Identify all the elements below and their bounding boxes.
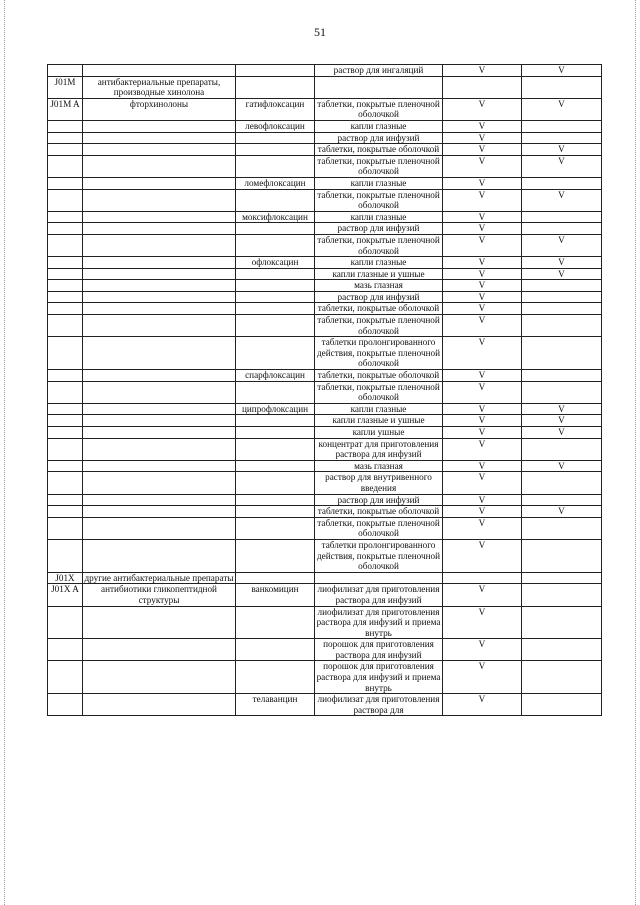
mark-column-6-cell bbox=[522, 381, 602, 403]
dosage-form-cell: таблетки, покрытые пленочной оболочкой bbox=[315, 98, 443, 120]
table-row bbox=[48, 472, 602, 494]
table-row bbox=[48, 494, 602, 506]
atc-code-cell bbox=[48, 403, 83, 415]
drug-name-cell bbox=[236, 144, 315, 156]
mark-column-5-cell: V bbox=[443, 403, 522, 415]
mark-column-5-cell: V bbox=[443, 584, 522, 606]
atc-code-cell: J01M A bbox=[48, 98, 83, 120]
drug-name-cell bbox=[236, 427, 315, 439]
drug-name-cell: моксифлоксацин bbox=[236, 211, 315, 223]
mark-column-5-cell: V bbox=[443, 370, 522, 382]
dosage-form-cell: раствор для ингаляций bbox=[315, 65, 443, 77]
group-name-cell bbox=[83, 268, 236, 280]
mark-column-6-cell: V bbox=[522, 234, 602, 256]
mark-column-6-cell bbox=[522, 661, 602, 694]
group-name-cell bbox=[83, 120, 236, 132]
drug-name-cell bbox=[236, 337, 315, 370]
group-name-cell bbox=[83, 315, 236, 337]
mark-column-5-cell: V bbox=[443, 415, 522, 427]
table-row bbox=[48, 315, 602, 337]
drug-name-cell bbox=[236, 280, 315, 292]
mark-column-5-cell: V bbox=[443, 234, 522, 256]
dosage-form-cell: капли глазные и ушные bbox=[315, 268, 443, 280]
table-row bbox=[48, 415, 602, 427]
group-name-cell bbox=[83, 189, 236, 211]
group-name-cell bbox=[83, 155, 236, 177]
group-name-cell bbox=[83, 303, 236, 315]
table-row bbox=[48, 211, 602, 223]
drug-name-cell bbox=[236, 303, 315, 315]
mark-column-5-cell: V bbox=[443, 661, 522, 694]
dosage-form-cell: таблетки, покрытые пленочной оболочкой bbox=[315, 315, 443, 337]
dosage-form-cell: капли ушные bbox=[315, 427, 443, 439]
group-name-cell bbox=[83, 223, 236, 235]
mark-column-6-cell bbox=[522, 280, 602, 292]
mark-column-6-cell: V bbox=[522, 506, 602, 518]
mark-column-6-cell bbox=[522, 291, 602, 303]
mark-column-5-cell: V bbox=[443, 506, 522, 518]
mark-column-5-cell: V bbox=[443, 268, 522, 280]
mark-column-5-cell: V bbox=[443, 438, 522, 460]
mark-column-5-cell: V bbox=[443, 223, 522, 235]
drug-name-cell: гатифлоксацин bbox=[236, 98, 315, 120]
mark-column-5-cell: V bbox=[443, 211, 522, 223]
mark-column-6-cell: V bbox=[522, 460, 602, 472]
mark-column-6-cell bbox=[522, 370, 602, 382]
atc-code-cell bbox=[48, 381, 83, 403]
mark-column-6-cell: V bbox=[522, 189, 602, 211]
mark-column-5-cell: V bbox=[443, 189, 522, 211]
dosage-form-cell: капли глазные bbox=[315, 211, 443, 223]
dosage-form-cell: таблетки, покрытые пленочной оболочкой bbox=[315, 234, 443, 256]
dosage-form-cell: таблетки пролонгированного действия, покрытые пленочной оболочкой bbox=[315, 337, 443, 370]
atc-code-cell bbox=[48, 606, 83, 639]
mark-column-5-cell: V bbox=[443, 144, 522, 156]
drug-name-cell bbox=[236, 155, 315, 177]
drug-name-cell bbox=[236, 661, 315, 694]
table-row bbox=[48, 223, 602, 235]
drug-name-cell bbox=[236, 517, 315, 539]
table-row bbox=[48, 572, 602, 584]
dosage-form-cell: раствор для инфузий bbox=[315, 132, 443, 144]
mark-column-6-cell bbox=[522, 303, 602, 315]
drug-name-cell bbox=[236, 381, 315, 403]
table-row bbox=[48, 98, 602, 120]
mark-column-5-cell: V bbox=[443, 120, 522, 132]
atc-code-cell bbox=[48, 280, 83, 292]
atc-code-cell bbox=[48, 661, 83, 694]
mark-column-5-cell: V bbox=[443, 337, 522, 370]
drug-name-cell: офлоксацин bbox=[236, 257, 315, 269]
mark-column-5-cell: V bbox=[443, 98, 522, 120]
group-name-cell: фторхинолоны bbox=[83, 98, 236, 120]
group-name-cell: антибактериальные препараты, производные хинолона bbox=[83, 76, 236, 98]
table-row bbox=[48, 639, 602, 661]
dosage-form-cell: лиофилизат для приготовления раствора для инфузий и приема внутрь bbox=[315, 606, 443, 639]
dosage-form-cell: мазь глазная bbox=[315, 460, 443, 472]
atc-code-cell bbox=[48, 315, 83, 337]
drug-table bbox=[47, 64, 602, 716]
mark-column-6-cell bbox=[522, 120, 602, 132]
group-name-cell bbox=[83, 427, 236, 439]
table-row bbox=[48, 606, 602, 639]
dosage-form-cell: капли глазные bbox=[315, 257, 443, 269]
group-name-cell bbox=[83, 506, 236, 518]
mark-column-6-cell bbox=[522, 132, 602, 144]
mark-column-6-cell bbox=[522, 438, 602, 460]
atc-code-cell bbox=[48, 494, 83, 506]
scan-right-edge bbox=[635, 0, 636, 905]
drug-name-cell: телаванцин bbox=[236, 694, 315, 716]
atc-code-cell bbox=[48, 120, 83, 132]
dosage-form-cell: таблетки, покрытые оболочкой bbox=[315, 303, 443, 315]
drug-name-cell: спарфлоксацин bbox=[236, 370, 315, 382]
table-row bbox=[48, 506, 602, 518]
atc-code-cell: J01X A bbox=[48, 584, 83, 606]
dosage-form-cell: раствор для инфузий bbox=[315, 291, 443, 303]
table-row bbox=[48, 584, 602, 606]
table-row bbox=[48, 280, 602, 292]
group-name-cell: антибиотики гликопептидной структуры bbox=[83, 584, 236, 606]
atc-code-cell bbox=[48, 415, 83, 427]
mark-column-6-cell bbox=[522, 572, 602, 584]
table-row bbox=[48, 517, 602, 539]
atc-code-cell bbox=[48, 539, 83, 572]
mark-column-5-cell: V bbox=[443, 517, 522, 539]
table-row bbox=[48, 189, 602, 211]
group-name-cell bbox=[83, 517, 236, 539]
group-name-cell bbox=[83, 661, 236, 694]
atc-code-cell bbox=[48, 337, 83, 370]
dosage-form-cell: таблетки, покрытые пленочной оболочкой bbox=[315, 155, 443, 177]
drug-name-cell: ломефлоксацин bbox=[236, 177, 315, 189]
table-row bbox=[48, 291, 602, 303]
dosage-form-cell: раствор для инфузий bbox=[315, 223, 443, 235]
scan-left-edge bbox=[4, 0, 5, 905]
group-name-cell bbox=[83, 280, 236, 292]
drug-name-cell bbox=[236, 268, 315, 280]
drug-name-cell bbox=[236, 291, 315, 303]
atc-code-cell bbox=[48, 268, 83, 280]
dosage-form-cell: таблетки пролонгированного действия, покрытые пленочной оболочкой bbox=[315, 539, 443, 572]
drug-name-cell bbox=[236, 639, 315, 661]
drug-name-cell bbox=[236, 572, 315, 584]
dosage-form-cell: раствор для инфузий bbox=[315, 494, 443, 506]
table-row bbox=[48, 268, 602, 280]
dosage-form-cell: капли глазные и ушные bbox=[315, 415, 443, 427]
table-row bbox=[48, 155, 602, 177]
atc-code-cell bbox=[48, 303, 83, 315]
drug-name-cell: ципрофлоксацин bbox=[236, 403, 315, 415]
dosage-form-cell: таблетки, покрытые оболочкой bbox=[315, 144, 443, 156]
mark-column-6-cell: V bbox=[522, 403, 602, 415]
table-row bbox=[48, 234, 602, 256]
mark-column-6-cell bbox=[522, 539, 602, 572]
table-row bbox=[48, 65, 602, 77]
dosage-form-cell bbox=[315, 76, 443, 98]
drug-name-cell bbox=[236, 506, 315, 518]
mark-column-5-cell: V bbox=[443, 427, 522, 439]
atc-code-cell bbox=[48, 177, 83, 189]
mark-column-5-cell: V bbox=[443, 381, 522, 403]
mark-column-5-cell: V bbox=[443, 177, 522, 189]
group-name-cell bbox=[83, 438, 236, 460]
table-row bbox=[48, 694, 602, 716]
mark-column-6-cell: V bbox=[522, 257, 602, 269]
drug-name-cell bbox=[236, 472, 315, 494]
table-row bbox=[48, 144, 602, 156]
table-row bbox=[48, 370, 602, 382]
drug-name-cell bbox=[236, 438, 315, 460]
dosage-form-cell: таблетки, покрытые оболочкой bbox=[315, 506, 443, 518]
mark-column-5-cell: V bbox=[443, 539, 522, 572]
atc-code-cell bbox=[48, 472, 83, 494]
drug-name-cell bbox=[236, 223, 315, 235]
drug-name-cell: ванкомицин bbox=[236, 584, 315, 606]
drug-name-cell bbox=[236, 460, 315, 472]
mark-column-5-cell: V bbox=[443, 694, 522, 716]
group-name-cell bbox=[83, 370, 236, 382]
table-row bbox=[48, 303, 602, 315]
mark-column-6-cell: V bbox=[522, 155, 602, 177]
group-name-cell bbox=[83, 415, 236, 427]
mark-column-5-cell: V bbox=[443, 257, 522, 269]
atc-code-cell bbox=[48, 438, 83, 460]
atc-code-cell bbox=[48, 132, 83, 144]
group-name-cell: другие антибактериальные препараты bbox=[84, 572, 234, 583]
mark-column-6-cell bbox=[522, 211, 602, 223]
drug-name-cell bbox=[236, 494, 315, 506]
mark-column-6-cell: V bbox=[522, 415, 602, 427]
dosage-form-cell: мазь глазная bbox=[315, 280, 443, 292]
group-name-cell bbox=[83, 65, 236, 77]
group-name-cell bbox=[83, 403, 236, 415]
dosage-form-cell: таблетки, покрытые пленочной оболочкой bbox=[315, 381, 443, 403]
mark-column-6-cell bbox=[522, 472, 602, 494]
atc-code-cell: J01M bbox=[48, 76, 83, 98]
mark-column-6-cell bbox=[522, 223, 602, 235]
group-name-cell bbox=[83, 337, 236, 370]
group-name-cell bbox=[83, 234, 236, 256]
mark-column-6-cell: V bbox=[522, 144, 602, 156]
dosage-form-cell: лиофилизат для приготовления раствора для инфузий bbox=[315, 584, 443, 606]
atc-code-cell bbox=[48, 155, 83, 177]
mark-column-6-cell bbox=[522, 584, 602, 606]
atc-code-cell bbox=[48, 189, 83, 211]
mark-column-5-cell: V bbox=[443, 155, 522, 177]
atc-code-cell bbox=[48, 427, 83, 439]
drug-name-cell bbox=[236, 234, 315, 256]
mark-column-6-cell bbox=[522, 517, 602, 539]
dosage-form-cell: таблетки, покрытые оболочкой bbox=[315, 370, 443, 382]
mark-column-6-cell bbox=[522, 337, 602, 370]
drug-name-cell bbox=[236, 539, 315, 572]
atc-code-cell bbox=[48, 211, 83, 223]
dosage-form-cell: порошок для приготовления раствора для инфузий bbox=[315, 639, 443, 661]
mark-column-5-cell: V bbox=[443, 132, 522, 144]
mark-column-5-cell bbox=[443, 572, 522, 584]
group-name-cell bbox=[83, 291, 236, 303]
dosage-form-cell: лиофилизат для приготовления раствора для bbox=[315, 694, 443, 716]
dosage-form-cell: таблетки, покрытые пленочной оболочкой bbox=[315, 189, 443, 211]
table-row bbox=[48, 132, 602, 144]
mark-column-6-cell: V bbox=[522, 98, 602, 120]
group-name-cell bbox=[83, 494, 236, 506]
table-row bbox=[48, 177, 602, 189]
atc-code-cell bbox=[48, 257, 83, 269]
table-row bbox=[48, 120, 602, 132]
drug-name-cell bbox=[236, 189, 315, 211]
atc-code-cell bbox=[48, 694, 83, 716]
drug-name-cell: левофлоксацин bbox=[236, 120, 315, 132]
group-name-cell bbox=[83, 539, 236, 572]
mark-column-5-cell: V bbox=[443, 472, 522, 494]
mark-column-6-cell: V bbox=[522, 268, 602, 280]
dosage-form-cell: концентрат для приготовления раствора для инфузий bbox=[315, 438, 443, 460]
group-name-cell bbox=[83, 606, 236, 639]
mark-column-5-cell: V bbox=[443, 65, 522, 77]
group-name-cell bbox=[83, 694, 236, 716]
table-row bbox=[48, 661, 602, 694]
mark-column-5-cell: V bbox=[443, 291, 522, 303]
dosage-form-cell: порошок для приготовления раствора для инфузий и приема внутрь bbox=[315, 661, 443, 694]
atc-code-cell bbox=[48, 517, 83, 539]
mark-column-5-cell: V bbox=[443, 639, 522, 661]
mark-column-6-cell bbox=[522, 639, 602, 661]
drug-name-cell bbox=[236, 606, 315, 639]
drug-name-cell bbox=[236, 76, 315, 98]
group-name-cell bbox=[83, 132, 236, 144]
table-row bbox=[48, 257, 602, 269]
group-name-cell bbox=[83, 381, 236, 403]
group-name-cell bbox=[83, 460, 236, 472]
mark-column-6-cell: V bbox=[522, 427, 602, 439]
mark-column-6-cell bbox=[522, 494, 602, 506]
mark-column-5-cell: V bbox=[443, 606, 522, 639]
mark-column-5-cell: V bbox=[443, 494, 522, 506]
group-name-cell bbox=[83, 472, 236, 494]
atc-code-cell bbox=[48, 291, 83, 303]
table-row bbox=[48, 539, 602, 572]
drug-name-cell bbox=[236, 415, 315, 427]
dosage-form-cell: раствор для внутривенного введения bbox=[315, 472, 443, 494]
atc-code-cell bbox=[48, 460, 83, 472]
drug-table-body bbox=[48, 65, 602, 716]
drug-name-cell bbox=[236, 315, 315, 337]
mark-column-6-cell bbox=[522, 694, 602, 716]
mark-column-5-cell: V bbox=[443, 280, 522, 292]
dosage-form-cell bbox=[315, 572, 443, 584]
atc-code-cell bbox=[48, 144, 83, 156]
page-number: 51 bbox=[314, 25, 326, 39]
group-name-cell bbox=[83, 639, 236, 661]
mark-column-6-cell bbox=[522, 76, 602, 98]
dosage-form-cell: капли глазные bbox=[315, 177, 443, 189]
table-row bbox=[48, 427, 602, 439]
mark-column-5-cell: V bbox=[443, 315, 522, 337]
dosage-form-cell: капли глазные bbox=[315, 120, 443, 132]
table-row bbox=[48, 381, 602, 403]
dosage-form-cell: таблетки, покрытые пленочной оболочкой bbox=[315, 517, 443, 539]
mark-column-6-cell bbox=[522, 177, 602, 189]
mark-column-6-cell: V bbox=[522, 65, 602, 77]
atc-code-cell bbox=[48, 370, 83, 382]
group-name-cell bbox=[83, 257, 236, 269]
mark-column-5-cell bbox=[443, 76, 522, 98]
atc-code-cell bbox=[48, 65, 83, 77]
table-row bbox=[48, 337, 602, 370]
table-row bbox=[48, 438, 602, 460]
atc-code-cell bbox=[48, 223, 83, 235]
group-name-cell bbox=[83, 144, 236, 156]
mark-column-6-cell bbox=[522, 315, 602, 337]
group-name-cell bbox=[83, 211, 236, 223]
drug-name-cell bbox=[236, 65, 315, 77]
atc-code-cell bbox=[48, 639, 83, 661]
atc-code-cell: J01X bbox=[48, 572, 83, 584]
group-name-cell bbox=[83, 177, 236, 189]
table-row bbox=[48, 76, 602, 98]
mark-column-5-cell: V bbox=[443, 460, 522, 472]
table-row bbox=[48, 460, 602, 472]
mark-column-6-cell bbox=[522, 606, 602, 639]
atc-code-cell bbox=[48, 506, 83, 518]
table-row bbox=[48, 403, 602, 415]
atc-code-cell bbox=[48, 234, 83, 256]
mark-column-5-cell: V bbox=[443, 303, 522, 315]
dosage-form-cell: капли глазные bbox=[315, 403, 443, 415]
drug-name-cell bbox=[236, 132, 315, 144]
